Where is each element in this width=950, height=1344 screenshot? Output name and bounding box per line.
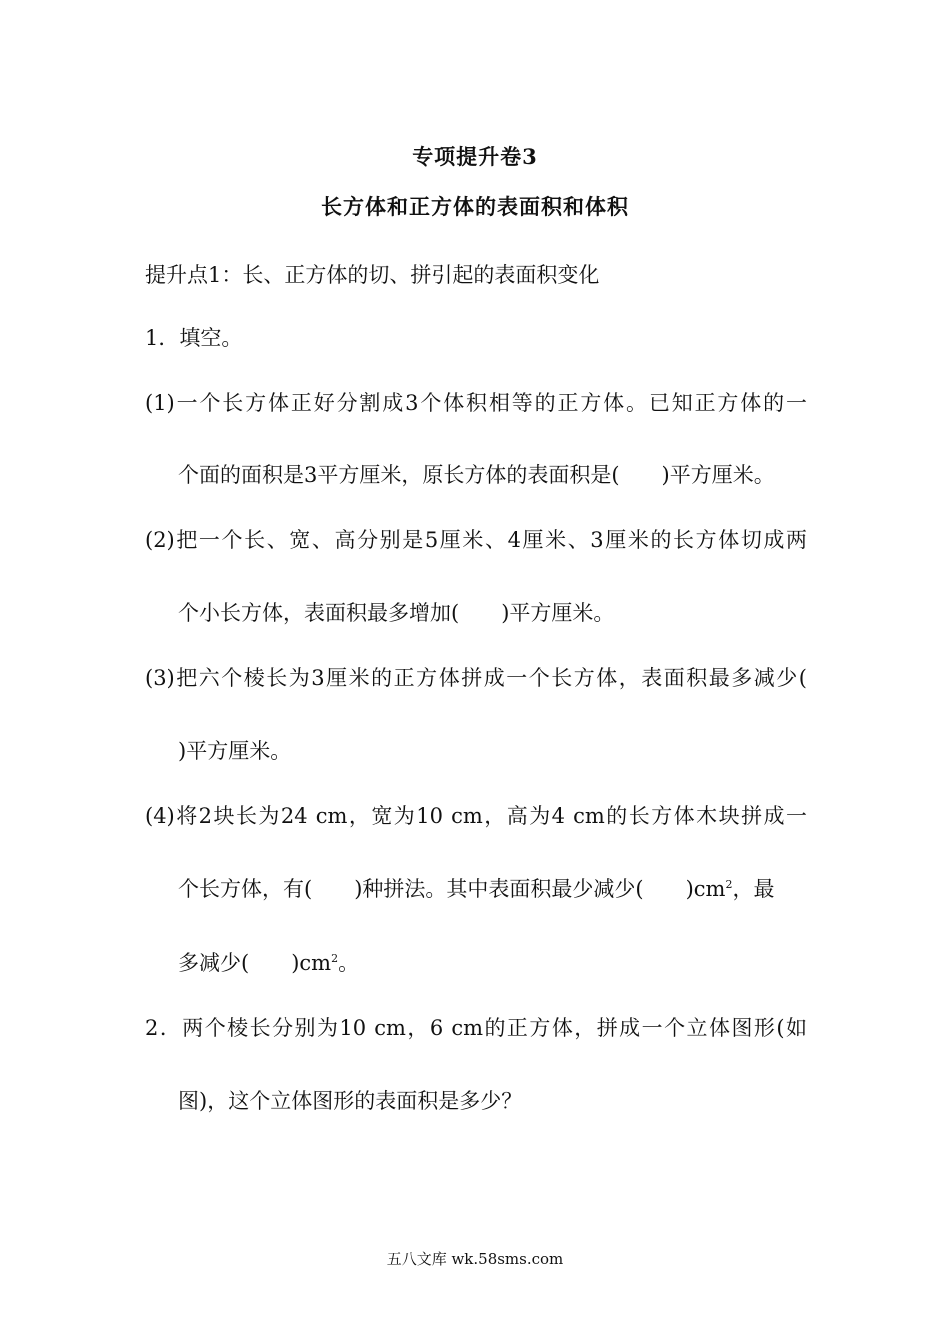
superscript-2: 2 — [331, 952, 339, 965]
question-1-part-4-line-3 — [178, 953, 359, 974]
footer-watermark: 五八文库 wk.58sms.com — [386, 1250, 564, 1268]
page-subtitle: 长方体和正方体的表面积和体积 — [321, 194, 629, 219]
question-1-part-2-line-1: (2)把一个长、宽、高分别是5厘米、4厘米、3厘米的长方体切成两 — [145, 528, 807, 552]
question-1-part-4-line-3-tail: 。 — [338, 951, 360, 975]
question-1-stem: 1．填空。 — [145, 326, 243, 350]
question-1-part-1-line-1: (1)一个长方体正好分割成3个体积相等的正方体。已知正方体的一 — [145, 391, 807, 415]
section-heading: 提升点1：长、正方体的切、拼引起的表面积变化 — [145, 263, 600, 287]
superscript-2: 2 — [725, 878, 733, 891]
question-1-part-4-line-2 — [178, 879, 774, 900]
question-1-part-1-line-2: 个面的面积是3平方厘米，原长方体的表面积是( )平方厘米。 — [178, 463, 775, 487]
question-2-line-1: 2．两个棱长分别为10 cm，6 cm的正方体，拼成一个立体图形(如 — [145, 1016, 807, 1040]
question-1-part-3-line-1: (3)把六个棱长为3厘米的正方体拼成一个长方体，表面积最多减少( — [145, 666, 807, 690]
question-1-part-4-line-3-text: 多减少( )cm — [178, 951, 332, 975]
question-1-part-3-line-2: )平方厘米。 — [178, 739, 292, 763]
page-title: 专项提升卷3 — [412, 144, 538, 169]
question-1-part-2-line-2: 个小长方体，表面积最多增加( )平方厘米。 — [178, 601, 615, 625]
question-2-line-2: 图)，这个立体图形的表面积是多少？ — [178, 1089, 523, 1113]
question-1-part-4-line-1: (4)将2块长为24 cm，宽为10 cm，高为4 cm的长方体木块拼成一 — [145, 804, 807, 828]
question-1-part-4-line-2-tail: ，最 — [732, 877, 775, 901]
question-1-part-4-line-2-text: 个长方体，有( )种拼法。其中表面积最少减少( )cm — [178, 877, 726, 901]
